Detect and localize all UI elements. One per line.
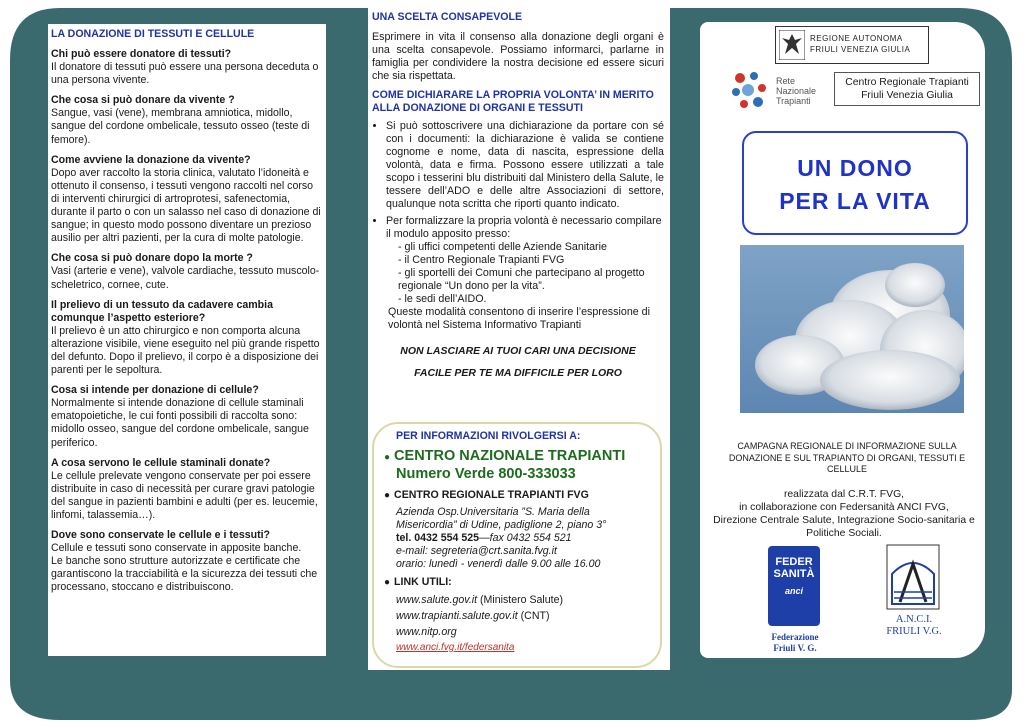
question: Il prelievo di un tessuto da cadavere cambia comunque l’aspetto esteriore? <box>51 298 273 324</box>
question: Chi può essere donatore di tessuti? <box>51 48 232 60</box>
sub-item: - gli sportelli dei Comuni che partecipano al progetto regionale “Un dono per la vita”. <box>398 267 645 292</box>
crt-box-line1: Centro Regionale Trapianti <box>845 77 969 88</box>
title-line2: PER LA VITA <box>779 188 931 214</box>
rete-nodes-icon <box>728 68 772 112</box>
credits-line1: realizzata dal C.R.T. FVG, <box>783 489 905 500</box>
sub-item: - gli uffici competenti delle Aziende Sanitarie <box>398 241 607 253</box>
answer: Il donatore di tessuti può essere una persona deceduta o una persona vivente. <box>51 61 319 87</box>
qa-item <box>51 384 322 449</box>
slogan-line-2: FACILE PER TE MA DIFFICILE PER LORO <box>414 367 622 379</box>
qa-item <box>51 529 322 594</box>
rete-line3: Trapianti <box>776 96 811 106</box>
feder-logo-text: FEDER SANITÀ <box>773 556 815 580</box>
qa-item <box>51 457 322 522</box>
link-federsanita[interactable]: www.anci.fvg.it/federsanita <box>396 642 515 653</box>
sky-clouds-image <box>740 245 964 413</box>
credits <box>704 488 984 540</box>
middle-heading-declare: COME DICHIARARE LA PROPRIA VOLONTA’ IN MERITO ALLA DONAZIONE DI ORGANI E TESSUTI <box>372 89 654 114</box>
link-note: (Ministero Salute) <box>480 594 564 606</box>
list-item <box>386 215 664 332</box>
anci-caption1: A.N.C.I. <box>895 614 933 625</box>
sub-item: - le sedi dell’AIDO. <box>398 293 487 305</box>
crt-email[interactable]: e-mail: segreteria@crt.sanita.fvg.it <box>396 545 557 557</box>
qa-item <box>51 154 322 246</box>
crt-hours: orario: lunedì - venerdì dalle 9.00 alle 16.00 <box>396 558 601 570</box>
declare-list <box>372 120 664 332</box>
federsanita-logo <box>768 546 820 626</box>
qa-item <box>51 252 322 291</box>
question: Come avviene la donazione da vivente? <box>51 153 251 166</box>
feder-logo-small: anci <box>784 586 803 596</box>
anci-logo-icon <box>886 544 940 610</box>
qa-item <box>51 94 322 146</box>
numero-verde: Numero Verde 800-333033 <box>396 466 576 482</box>
link-salute[interactable]: www.salute.gov.it <box>396 594 478 606</box>
left-panel <box>48 24 326 656</box>
fax-number: —fax 0432 554 521 <box>479 532 572 544</box>
answer: Sangue, vasi (vene), membrana amniotica, midollo, sangue del cordone ombelicale, tessuto osseo (teste di femore). <box>51 107 310 146</box>
crt-phone <box>396 532 648 545</box>
link-trapianti[interactable]: www.trapianti.salute.gov.it <box>396 610 518 622</box>
qa-item <box>51 299 322 378</box>
credits-line3: Direzione Centrale Salute, Integrazione Socio-sanitaria e Politiche Sociali. <box>713 515 975 539</box>
question: Che cosa si può donare da vivente ? <box>51 94 235 107</box>
bullet-icon: ● <box>384 577 391 588</box>
link-row <box>396 608 648 624</box>
cnt-name <box>384 448 648 466</box>
info-box <box>372 422 662 668</box>
closing-text: Queste modalità consentono di inserire l’espressione di volontà nel Sistema Informativo Trapianti <box>388 306 650 331</box>
federsanita-caption <box>752 632 838 654</box>
list-item-text: Per formalizzare la propria volontà è necessario compilare il modulo apposito presso: <box>386 215 662 240</box>
list-item: • Si può sottoscrivere una dichiarazione da portare con sé con i documenti: la dichiarazione è valida se contiene cognome e nome, data di nascita, espressione della volontà, data e firma. Possono essere utilizzati a tale scopo i tesserini blu distribuiti dal Ministero della Salute, le tessere dell’ADO e delle altre Associazioni di settore, qualunque nota scritta che riporti quanto indicato. <box>386 120 664 211</box>
middle-heading-choice: UNA SCELTA CONSAPEVOLE <box>372 11 523 23</box>
region-logo <box>775 26 929 64</box>
tel-number: tel. 0432 554 525 <box>396 532 480 544</box>
qa-item <box>51 48 322 87</box>
question: Cosa si intende per donazione di cellule? <box>51 384 259 397</box>
answer: Vasi (arterie e vene), valvole cardiache, tessuto muscolo-scheletrico, cornee, cute. <box>51 265 320 291</box>
anci-caption2: FRIULI V.G. <box>886 626 942 637</box>
slogan-line-1: NON LASCIARE AI TUOI CARI UNA DECISIONE <box>400 345 636 357</box>
answer: Le cellule prelevate vengono conservate per poi essere distribuite in caso di necessità per curare gravi patologie del sangue in pazienti bambini e adulti (per es. leucemie, linfomi, talassemia…). <box>51 469 318 521</box>
rete-line2: Nazionale <box>776 86 817 96</box>
anci-caption <box>872 614 956 638</box>
credits-line2: in collaborazione con Federsanità ANCI FVG, <box>739 502 949 513</box>
question: A cosa servono le cellule staminali donate? <box>51 456 271 469</box>
answer: Normalmente si intende donazione di cellule staminali ematopoietiche, le cui fonti possibili di raccolta sono: midollo osseo, sangue del cordone ombelicale, sangue periferico. <box>51 397 309 449</box>
answer: Dopo aver raccolto la storia clinica, valutato l’idoneità e ottenuto il consenso, i tessuti vengono raccolti nel corso di interventi chirurgici di artroprotesi, safenectomia, durante il parto o con un salasso nel caso di donazione di sangue; in questo modo possono diventare un prezioso ausilio per altri pazienti, per la cura di molte patologie. <box>51 166 321 245</box>
cnt-label: CENTRO NAZIONALE TRAPIANTI <box>394 448 626 464</box>
question: Che cosa si può donare dopo la morte ? <box>51 252 253 265</box>
region-logo-line1: REGIONE AUTONOMA <box>810 34 903 43</box>
bullet-icon: ● <box>384 490 391 501</box>
crt-name <box>384 489 648 501</box>
crt-box-line2: Friuli Venezia Giulia <box>861 90 953 101</box>
question: Dove sono conservate le cellule e i tessuti? <box>51 529 271 542</box>
title-line1: UN DONO <box>797 155 913 181</box>
choice-paragraph: Esprimere in vita il consenso alla donazione degli organi è una scelta consapevole. Possiamo informarci, parlarne in famiglia per condividere la nostra decisione ed essere sicuri che sia rispettata. <box>372 31 664 82</box>
region-logo-line2: FRIULI VENEZIA GIULIA <box>810 45 911 54</box>
campaign-text: CAMPAGNA REGIONALE DI INFORMAZIONE SULLA DONAZIONE E SUL TRAPIANTO DI ORGANI, TESSUTI E CELLULE <box>728 441 966 474</box>
bullet-icon: ● <box>384 452 391 463</box>
link-row <box>396 592 648 608</box>
crt-address: Azienda Osp.Universitaria ”S. Maria della Misericordia” di Udine, padiglione 2, piano 3° <box>396 506 607 531</box>
info-heading: PER INFORMAZIONI RIVOLGERSI A: <box>396 430 581 442</box>
left-heading: LA DONAZIONE DI TESSUTI E CELLULE <box>51 28 255 40</box>
links-heading <box>384 576 648 588</box>
link-nitp[interactable]: www.nitp.org <box>396 626 457 638</box>
feder-caption2: Friuli V. G. <box>773 643 817 653</box>
crt-box <box>834 72 980 106</box>
answer-extra: Le banche sono strutture autorizzate e certificate che garantiscono la tracciabilità e la sicurezza dei tessuti che processano, stoccano e distribuiscono. <box>51 555 318 594</box>
crt-label: CENTRO REGIONALE TRAPIANTI FVG <box>394 489 589 501</box>
title-box <box>742 131 968 235</box>
rete-logo <box>728 66 828 114</box>
eagle-icon <box>779 30 805 60</box>
feder-caption1: Federazione <box>771 632 819 642</box>
sub-item: - il Centro Regionale Trapianti FVG <box>398 254 565 266</box>
link-note: (CNT) <box>520 610 550 622</box>
rete-line1: Rete <box>776 76 796 86</box>
answer: Cellule e tessuti sono conservate in apposite banche. <box>51 542 302 555</box>
answer: Il prelievo è un atto chirurgico e non comporta alcuna alterazione visibile, viene eseguito nel più grande rispetto del defunto. Dopo il prelievo, il corpo è a disposizione dei parenti per le sepoltura. <box>51 324 320 377</box>
links-heading-label: LINK UTILI: <box>394 576 452 588</box>
